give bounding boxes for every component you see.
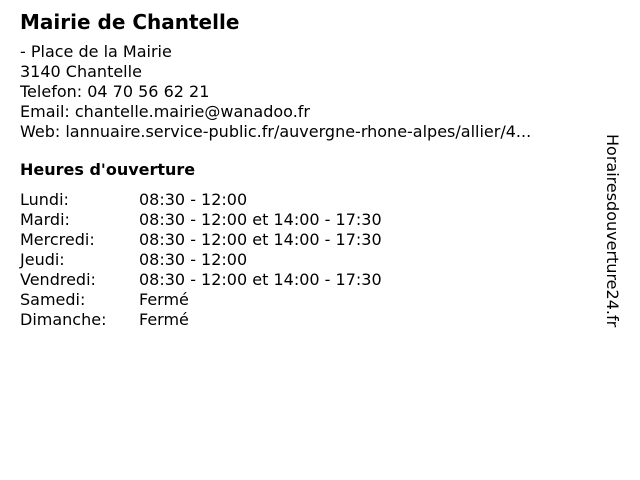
- hours-row: [20, 310, 610, 330]
- hours-time: 08:30 - 12:00 et 14:00 - 17:30: [139, 270, 382, 289]
- hours-time: 08:30 - 12:00: [139, 250, 248, 269]
- hours-day: Lundi:: [20, 190, 69, 209]
- hours-row: [20, 230, 610, 250]
- hours-row: [20, 250, 610, 270]
- web-link[interactable]: lannuaire.service-public.fr/auvergne-rhone-alpes/allier/4...: [65, 122, 532, 141]
- phone-line: Telefon: 04 70 56 62 21: [20, 82, 210, 101]
- site-watermark: Horairesdouverture24.fr: [603, 134, 622, 328]
- street-line: - Place de la Mairie: [20, 42, 172, 61]
- hours-row: [20, 290, 610, 310]
- hours-time: 08:30 - 12:00: [139, 190, 248, 209]
- hours-time: Fermé: [139, 310, 189, 329]
- hours-row: [20, 190, 610, 210]
- hours-table: [20, 190, 610, 330]
- hours-row: [20, 210, 610, 230]
- opening-hours-card: [20, 8, 610, 330]
- city-line: 3140 Chantelle: [20, 62, 142, 81]
- web-label: Web:: [20, 122, 66, 141]
- hours-day: Dimanche:: [20, 310, 107, 329]
- hours-time: 08:30 - 12:00 et 14:00 - 17:30: [139, 210, 382, 229]
- hours-day: Samedi:: [20, 290, 86, 309]
- email-label: Email:: [20, 102, 75, 121]
- page-title: Mairie de Chantelle: [20, 10, 240, 34]
- hours-time: 08:30 - 12:00 et 14:00 - 17:30: [139, 230, 382, 249]
- address-block: [20, 42, 610, 142]
- hours-time: Fermé: [139, 290, 189, 309]
- hours-title: Heures d'ouverture: [20, 160, 196, 179]
- hours-day: Jeudi:: [20, 250, 65, 269]
- web-line: [20, 122, 610, 142]
- hours-day: Vendredi:: [20, 270, 96, 289]
- email-line: [20, 102, 610, 122]
- hours-day: Mercredi:: [20, 230, 95, 249]
- hours-row: [20, 270, 610, 290]
- email-link[interactable]: chantelle.mairie@wanadoo.fr: [74, 102, 310, 121]
- hours-day: Mardi:: [20, 210, 70, 229]
